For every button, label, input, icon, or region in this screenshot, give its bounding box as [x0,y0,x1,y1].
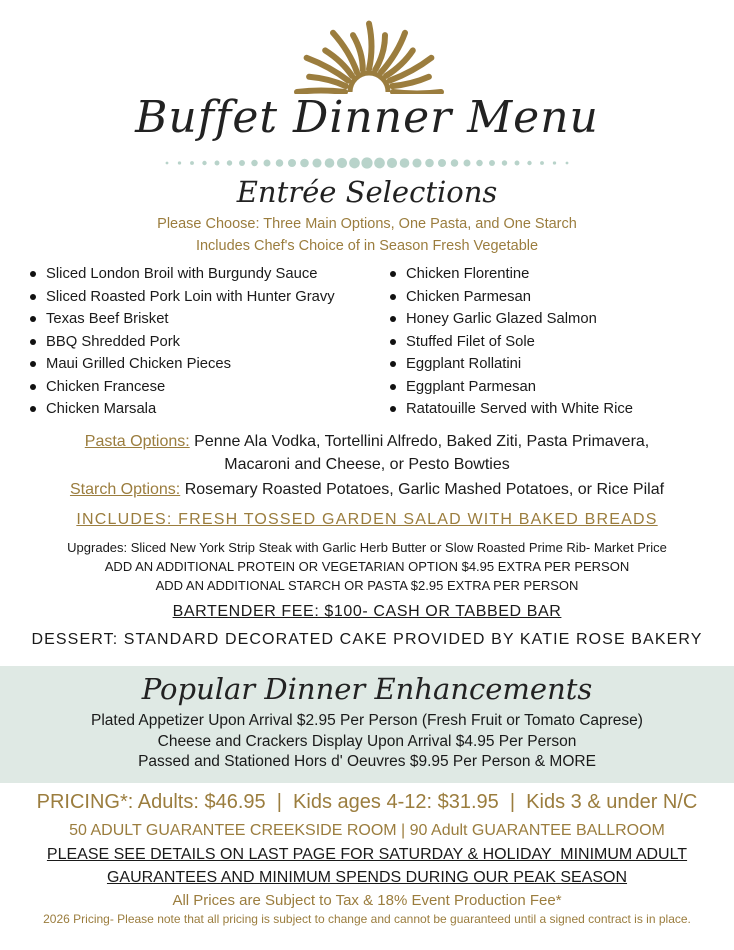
list-item: Ratatouille Served with White Rice [388,398,633,421]
divider-dot [325,158,335,168]
pasta-label: Pasta Options: [84,433,190,450]
divider-dot [349,158,360,169]
divider-dot [476,160,482,166]
starch-label: Starch Options: [69,481,181,498]
page-title: Buffet Dinner Menu [135,92,599,143]
list-item: Chicken Florentine [388,263,633,286]
divider-dot [202,161,206,165]
divider-dot [288,159,296,167]
pasta-options-cont: Macaroni and Cheese, or Pesto Bowties [224,456,510,473]
enhancement-item: Cheese and Crackers Display Upon Arrival $4.95 Per Person [157,733,577,750]
pasta-text: Penne Ala Vodka, Tortellini Alfredo, Baked Ziti, Pasta Primavera, [194,433,650,450]
list-item: Stuffed Filet of Sole [388,331,633,354]
section-title-entrees: Entrée Selections [236,175,498,209]
list-item: Sliced London Broil with Burgundy Sauce [28,263,335,286]
divider-dot [312,158,321,167]
divider-dot [276,159,284,167]
list-item: Eggplant Rollatini [388,353,633,376]
list-item: Chicken Francese [28,376,335,399]
peak-season-notice-cont: GAURANTEES AND MINIMUM SPENDS DURING OUR PEAK SEASON [106,869,628,886]
dot-divider [165,157,569,169]
list-item: BBQ Shredded Pork [28,331,335,354]
salad-includes: INCLUDES: FRESH TOSSED GARDEN SALAD WITH BAKED BREADS [76,511,658,528]
starch-text: Rosemary Roasted Potatoes, Garlic Mashed Potatoes, or Rice Pilaf [184,481,665,498]
enhancements-title: Popular Dinner Enhancements [141,672,593,706]
divider-dot [451,159,459,167]
pasta-options [0,433,734,451]
entree-list-right [388,263,633,421]
sunburst-icon [292,14,446,94]
divider-dot [438,159,446,167]
choose-instructions: Please Choose: Three Main Options, One Pasta, and One Starch [157,216,577,232]
fine-print: 2026 Pricing- Please note that all pricing is subject to change and cannot be guaranteed until a signed contract is in place. [43,912,691,926]
enhancement-item: Passed and Stationed Hors d' Oeuvres $9.95 Per Person & MORE [138,753,596,770]
divider-dot [540,161,544,165]
divider-dot [425,159,434,168]
vegetable-note: Includes Chef's Choice of in Season Fresh Vegetable [195,238,539,254]
sun-ray [369,24,372,70]
list-item: Honey Garlic Glazed Salmon [388,308,633,331]
divider-dot [515,161,520,166]
peak-season-notice: PLEASE SEE DETAILS ON LAST PAGE FOR SATURDAY & HOLIDAY MINIMUM ADULT [46,846,688,863]
divider-dot [374,158,385,169]
divider-dot [489,160,495,166]
enhancement-item: Plated Appetizer Upon Arrival $2.95 Per Person (Fresh Fruit or Tomato Caprese) [91,712,643,729]
upgrades-line: Upgrades: Sliced New York Strip Steak with Garlic Herb Butter or Slow Roasted Prime Rib- Market Price [67,540,667,555]
bartender-fee: BARTENDER FEE: $100- CASH OR TABBED BAR [172,603,562,620]
divider-dot [178,161,181,164]
divider-dot [566,162,569,165]
divider-dot [215,161,220,166]
list-item: Chicken Parmesan [388,286,633,309]
divider-dot [337,158,347,168]
entree-list-left [28,263,335,421]
divider-dot [553,161,556,164]
divider-dot [190,161,194,165]
divider-dot [502,160,507,165]
list-item: Maui Grilled Chicken Pieces [28,353,335,376]
dessert-line: DESSERT: STANDARD DECORATED CAKE PROVIDED BY KATIE ROSE BAKERY [31,631,703,648]
divider-dot [300,159,309,168]
divider-dot [227,160,232,165]
tax-note: All Prices are Subject to Tax & 18% Event Production Fee* [172,892,562,909]
list-item: Sliced Roasted Pork Loin with Hunter Gravy [28,286,335,309]
guarantee-line: 50 ADULT GUARANTEE CREEKSIDE ROOM | 90 Adult GUARANTEE BALLROOM [69,822,665,839]
divider-dot [166,162,169,165]
divider-dot [527,161,531,165]
list-item: Eggplant Parmesan [388,376,633,399]
list-item: Chicken Marsala [28,398,335,421]
divider-dot [361,157,372,168]
add-protein-line: ADD AN ADDITIONAL PROTEIN OR VEGETARIAN OPTION $4.95 EXTRA PER PERSON [104,559,630,574]
divider-dot [400,158,410,168]
divider-dot [464,160,471,167]
divider-dot [251,160,257,166]
add-starch-line: ADD AN ADDITIONAL STARCH OR PASTA $2.95 EXTRA PER PERSON [155,578,579,593]
divider-dot [264,160,271,167]
divider-dot [387,158,397,168]
divider-dot [412,158,421,167]
list-item: Texas Beef Brisket [28,308,335,331]
divider-dot [239,160,245,166]
pricing-line: PRICING*: Adults: $46.95 | Kids ages 4-12: $31.95 | Kids 3 & under N/C [36,791,698,813]
starch-options [0,481,734,499]
